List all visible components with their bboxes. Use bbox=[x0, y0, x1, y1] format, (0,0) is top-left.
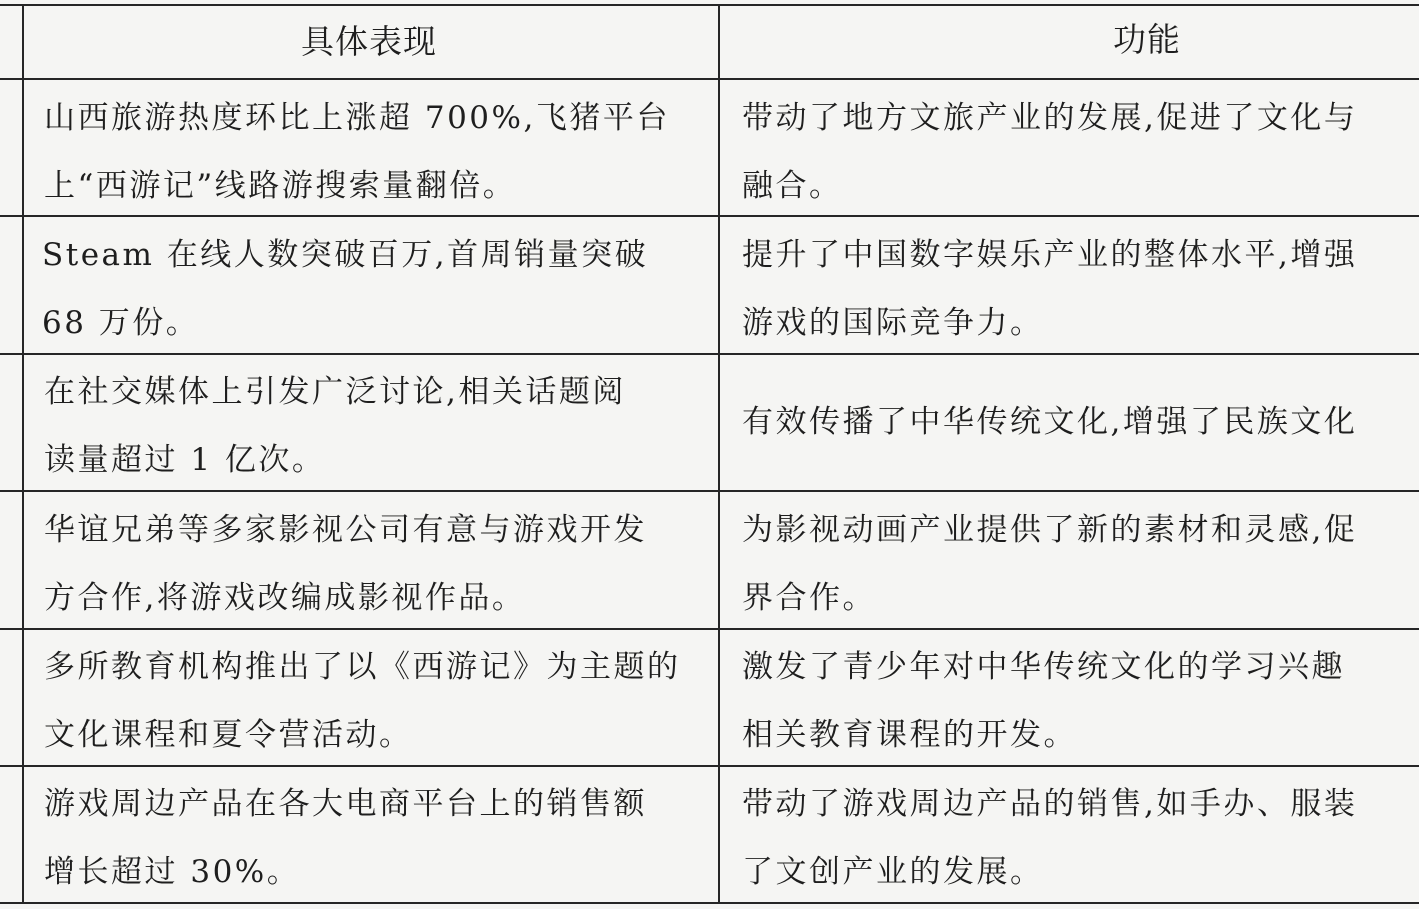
table-row-divider bbox=[0, 78, 1419, 80]
table-cell-function: 为影视动画产业提供了新的素材和灵感,促 界合作。 bbox=[742, 512, 1358, 616]
table-border-top bbox=[0, 4, 1419, 6]
table-cell-function: 提升了中国数字娱乐产业的整体水平,增强 游戏的国际竞争力。 bbox=[742, 237, 1358, 341]
table-header-manifestation: 具体表现 bbox=[301, 22, 437, 61]
table-column-divider-left bbox=[22, 4, 24, 904]
table-cell-manifestation: 游戏周边产品在各大电商平台上的销售额 增长超过 30%。 bbox=[44, 786, 647, 890]
table-header-function: 功能 bbox=[1113, 20, 1181, 59]
table-cell-function: 带动了游戏周边产品的销售,如手办、服装 了文创产业的发展。 bbox=[742, 786, 1358, 890]
table-column-divider-middle bbox=[718, 4, 720, 904]
table-cell-manifestation: 山西旅游热度环比上涨超 700%,飞猪平台 上“西游记”线路游搜索量翻倍。 bbox=[44, 100, 670, 204]
table-cell-function: 有效传播了中华传统文化,增强了民族文化 bbox=[742, 404, 1358, 440]
table-cell-manifestation: Steam 在线人数突破百万,首周销量突破 68 万份。 bbox=[42, 237, 649, 341]
table-cell-function: 带动了地方文旅产业的发展,促进了文化与 融合。 bbox=[742, 100, 1358, 204]
table-cell-function: 激发了青少年对中华传统文化的学习兴趣 相关教育课程的开发。 bbox=[742, 649, 1345, 753]
table-cell-manifestation: 在社交媒体上引发广泛讨论,相关话题阅 读量超过 1 亿次。 bbox=[44, 374, 626, 478]
table-cell-manifestation: 华谊兄弟等多家影视公司有意与游戏开发 方合作,将游戏改编成影视作品。 bbox=[44, 512, 647, 616]
table-cell-manifestation: 多所教育机构推出了以《西游记》为主题的 文化课程和夏令营活动。 bbox=[44, 649, 681, 753]
